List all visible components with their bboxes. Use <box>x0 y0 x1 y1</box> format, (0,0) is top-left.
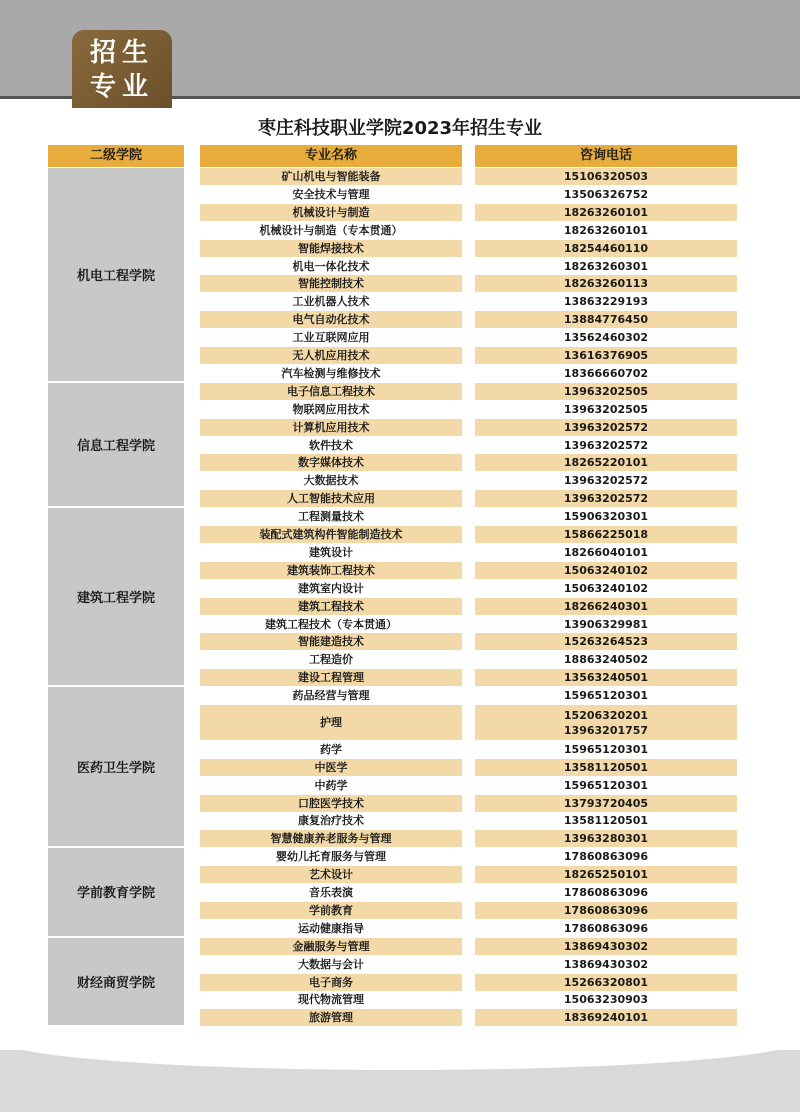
phone-cell <box>475 759 737 776</box>
major-cell: 工业机器人技术 <box>200 293 462 310</box>
major-cell: 建筑室内设计 <box>200 580 462 597</box>
header-college: 二级学院 <box>48 145 184 167</box>
major-cell: 工程造价 <box>200 651 462 668</box>
major-cell: 口腔医学技术 <box>200 795 462 812</box>
phone-cell <box>475 956 737 973</box>
major-cell: 矿山机电与智能装备 <box>200 168 462 185</box>
phone-cell <box>475 383 737 400</box>
major-cell: 人工智能技术应用 <box>200 490 462 507</box>
phone-number: 18263260113 <box>563 277 649 291</box>
major-cell: 建筑工程技术 <box>200 598 462 615</box>
major-cell: 物联网应用技术 <box>200 401 462 418</box>
major-cell: 电子信息工程技术 <box>200 383 462 400</box>
phone-cell <box>475 419 737 436</box>
page-title: 枣庄科技职业学院2023年招生专业 <box>257 118 543 139</box>
phone-number: 18863240502 <box>563 653 649 667</box>
phone-cell <box>475 293 737 310</box>
college-cell: 信息工程学院 <box>48 383 184 508</box>
phone-number: 13616376905 <box>563 349 649 363</box>
major-cell: 现代物流管理 <box>200 991 462 1008</box>
phone-number: 13963280301 <box>563 832 649 846</box>
badge-line-2: 专业 <box>89 72 154 102</box>
phone-cell <box>475 329 737 346</box>
major-cell: 婴幼儿托育服务与管理 <box>200 848 462 865</box>
phone-cell <box>475 222 737 239</box>
phone-number: 15063230903 <box>563 993 649 1007</box>
major-cell: 电气自动化技术 <box>200 311 462 328</box>
phone-number: 13963202505 <box>563 402 649 416</box>
major-cell: 艺术设计 <box>200 866 462 883</box>
phone-number: 13869430302 <box>563 957 649 971</box>
phone-cell <box>475 472 737 489</box>
major-cell: 音乐表演 <box>200 884 462 901</box>
phone-cell <box>475 186 737 203</box>
major-cell: 智能建造技术 <box>200 633 462 650</box>
major-cell: 建设工程管理 <box>200 669 462 686</box>
college-cell: 财经商贸学院 <box>48 938 184 1028</box>
college-cell: 学前教育学院 <box>48 848 184 938</box>
phone-cell <box>475 401 737 418</box>
phone-cell <box>475 991 737 1008</box>
phone-number: 15866225018 <box>563 528 649 542</box>
phone-number: 18254460110 <box>563 241 649 255</box>
section-badge <box>72 30 172 108</box>
phone-cell <box>475 454 737 471</box>
major-cell: 数字媒体技术 <box>200 454 462 471</box>
header-major: 专业名称 <box>200 145 462 167</box>
phone-number: 13906329981 <box>563 617 649 631</box>
major-cell: 药学 <box>200 741 462 758</box>
major-cell: 软件技术 <box>200 437 462 454</box>
phone-cell <box>475 687 737 704</box>
major-cell: 建筑装饰工程技术 <box>200 562 462 579</box>
phone-cell <box>475 866 737 883</box>
phone-number: 18263260101 <box>563 223 649 237</box>
phone-number: 18263260101 <box>563 205 649 219</box>
phone-cell <box>475 490 737 507</box>
phone-number: 13963202572 <box>563 492 649 506</box>
phone-cell <box>475 204 737 221</box>
major-cell: 药品经营与管理 <box>200 687 462 704</box>
phone-number: 13563240501 <box>563 671 649 685</box>
phone-number: 18369240101 <box>563 1011 649 1025</box>
phone-number: 17860863096 <box>563 921 649 935</box>
college-cell: 机电工程学院 <box>48 168 184 383</box>
header-phone: 咨询电话 <box>475 145 737 167</box>
phone-number: 18265250101 <box>563 868 649 882</box>
phone-number: 18266240301 <box>563 599 649 613</box>
phone-cell <box>475 258 737 275</box>
major-cell: 工程测量技术 <box>200 508 462 525</box>
major-cell: 汽车检测与维修技术 <box>200 365 462 382</box>
major-cell: 计算机应用技术 <box>200 419 462 436</box>
major-cell: 机械设计与制造（专本贯通） <box>200 222 462 239</box>
major-cell: 智慧健康养老服务与管理 <box>200 830 462 847</box>
phone-number: 13884776450 <box>563 313 649 327</box>
phone-number: 17860863096 <box>563 850 649 864</box>
phone-cell <box>475 884 737 901</box>
phone-cell <box>475 526 737 543</box>
phone-number: 15965120301 <box>563 689 649 703</box>
phone-number: 15965120301 <box>563 778 649 792</box>
major-cell: 护理 <box>200 705 462 740</box>
phone-number: 13963202572 <box>563 474 649 488</box>
phone-number: 13506326752 <box>563 187 649 201</box>
phone-number: 13581120501 <box>563 760 649 774</box>
phone-cell <box>475 580 737 597</box>
phone-cell <box>475 974 737 991</box>
phone-number: 13963202505 <box>563 384 649 398</box>
major-cell: 大数据技术 <box>200 472 462 489</box>
phone-cell <box>475 741 737 758</box>
college-cell: 医药卫生学院 <box>48 687 184 848</box>
phone-number: 15906320301 <box>563 510 649 524</box>
major-cell: 中药学 <box>200 777 462 794</box>
major-cell: 机电一体化技术 <box>200 258 462 275</box>
phone-cell <box>475 168 737 185</box>
phone-cell <box>475 812 737 829</box>
phone-number: 15965120301 <box>563 742 649 756</box>
phone-number: 13793720405 <box>563 796 649 810</box>
phone-cell <box>475 633 737 650</box>
phone-number: 18263260301 <box>563 259 649 273</box>
phone-cell <box>475 275 737 292</box>
phone-number: 13581120501 <box>563 814 649 828</box>
phone-number: 15063240102 <box>563 563 649 577</box>
phone-number: 15206320201 <box>563 708 649 722</box>
major-cell: 金融服务与管理 <box>200 938 462 955</box>
phone-number: 18265220101 <box>563 456 649 470</box>
phone-number: 13963202572 <box>563 438 649 452</box>
major-cell: 康复治疗技术 <box>200 812 462 829</box>
phone-cell <box>475 848 737 865</box>
phone-number: 13562460302 <box>563 331 649 345</box>
phone-cell <box>475 902 737 919</box>
phone-cell <box>475 651 737 668</box>
major-cell: 学前教育 <box>200 902 462 919</box>
phone-number: 18266040101 <box>563 545 649 559</box>
major-cell: 机械设计与制造 <box>200 204 462 221</box>
major-cell: 运动健康指导 <box>200 920 462 937</box>
major-cell: 智能控制技术 <box>200 275 462 292</box>
phone-number: 15106320503 <box>563 170 649 184</box>
major-cell: 智能焊接技术 <box>200 240 462 257</box>
major-cell: 工业互联网应用 <box>200 329 462 346</box>
phone-cell <box>475 598 737 615</box>
phone-cell <box>475 795 737 812</box>
phone-cell <box>475 544 737 561</box>
phone-cell <box>475 705 737 740</box>
phone-cell <box>475 669 737 686</box>
phone-number: 15063240102 <box>563 581 649 595</box>
phone-number: 17860863096 <box>563 903 649 917</box>
major-cell: 中医学 <box>200 759 462 776</box>
phone-number: 13963201757 <box>563 723 649 737</box>
phone-cell <box>475 240 737 257</box>
major-cell: 大数据与会计 <box>200 956 462 973</box>
phone-number: 18366660702 <box>563 366 649 380</box>
phone-number: 13863229193 <box>563 295 649 309</box>
phone-cell <box>475 920 737 937</box>
major-cell: 电子商务 <box>200 974 462 991</box>
badge-line-1: 招生 <box>89 38 154 68</box>
phone-cell <box>475 508 737 525</box>
phone-number: 17860863096 <box>563 886 649 900</box>
phone-cell <box>475 1009 737 1026</box>
phone-cell <box>475 365 737 382</box>
phone-cell <box>475 616 737 633</box>
phone-cell <box>475 830 737 847</box>
college-cell: 建筑工程学院 <box>48 508 184 687</box>
major-cell: 旅游管理 <box>200 1009 462 1026</box>
phone-cell <box>475 938 737 955</box>
major-cell: 建筑工程技术（专本贯通） <box>200 616 462 633</box>
major-cell: 无人机应用技术 <box>200 347 462 364</box>
phone-cell <box>475 311 737 328</box>
phone-number: 15266320801 <box>563 975 649 989</box>
phone-cell <box>475 562 737 579</box>
phone-number: 13963202572 <box>563 420 649 434</box>
major-cell: 装配式建筑构件智能制造技术 <box>200 526 462 543</box>
phone-cell <box>475 437 737 454</box>
phone-cell <box>475 777 737 794</box>
phone-number: 15263264523 <box>563 635 649 649</box>
major-cell: 安全技术与管理 <box>200 186 462 203</box>
phone-cell <box>475 347 737 364</box>
major-cell: 建筑设计 <box>200 544 462 561</box>
phone-number: 13869430302 <box>563 939 649 953</box>
